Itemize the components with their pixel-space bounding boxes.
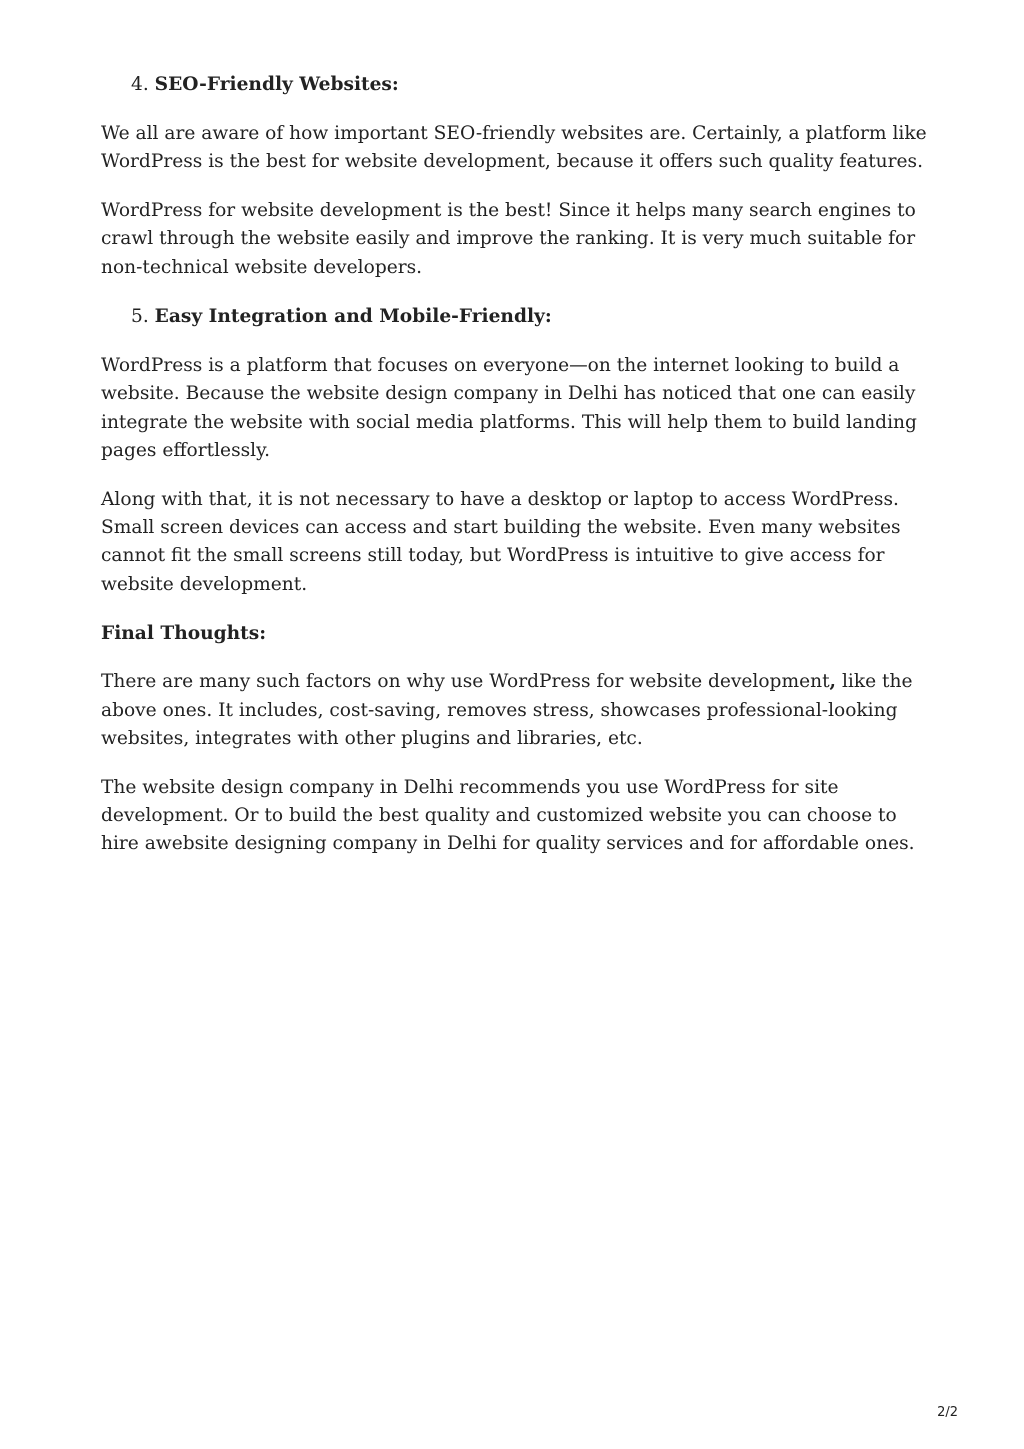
integration-heading-title: Easy Integration and Mobile-Friendly: [154,306,552,328]
integration-paragraph-1: WordPress is a platform that focuses on everyone—on the internet looking to build a website. Because the website design company in Delhi has noticed that one can easily integrate the website with social media platforms. This will help them to build landing pages effortlessly. [101,355,917,462]
seo-paragraph-1: We all are aware of how important SEO-friendly websites are. Certainly, a platform like WordPress is the best for website development, because it offers such quality features. [101,123,927,173]
document-page [101,70,931,879]
integration-paragraph-2: Along with that, it is not necessary to have a desktop or laptop to access WordPress. Small screen devices can access and start building the website. Even many websites cannot fit the small screens still today, but WordPress is intuitive to give access for website development. [101,488,901,595]
seo-heading-number: 4. [131,74,149,95]
final-thoughts-heading: Final Thoughts: [101,623,267,645]
final-paragraph-1-part-1: There are many such factors on why use WordPress for website development [101,671,830,693]
seo-paragraph-2: WordPress for website development is the best! Since it helps many search engines to crawl through the website easily and improve the ranking. It is very much suitable for non-technical website developers. [101,199,916,278]
page-number: 2/2 [937,1405,958,1420]
integration-heading [101,302,931,332]
seo-heading [101,70,931,100]
seo-heading-title: SEO-Friendly Websites: [154,74,399,95]
final-paragraph-1-comma: , [829,671,837,693]
integration-heading-number: 5. [131,306,149,328]
final-paragraph-2: The website design company in Delhi recommends you use WordPress for site development. Or to build the best quality and customized website you can choose to hire awebsite designing company in Delhi for quality services and for affordable ones. [101,776,915,855]
final-paragraph-1 [101,668,931,753]
final-paragraph-1-part-2: like the above ones. It includes, cost-saving, removes stress, showcases professional-looking websites, integrates with other plugins and libraries, etc. [101,671,913,750]
